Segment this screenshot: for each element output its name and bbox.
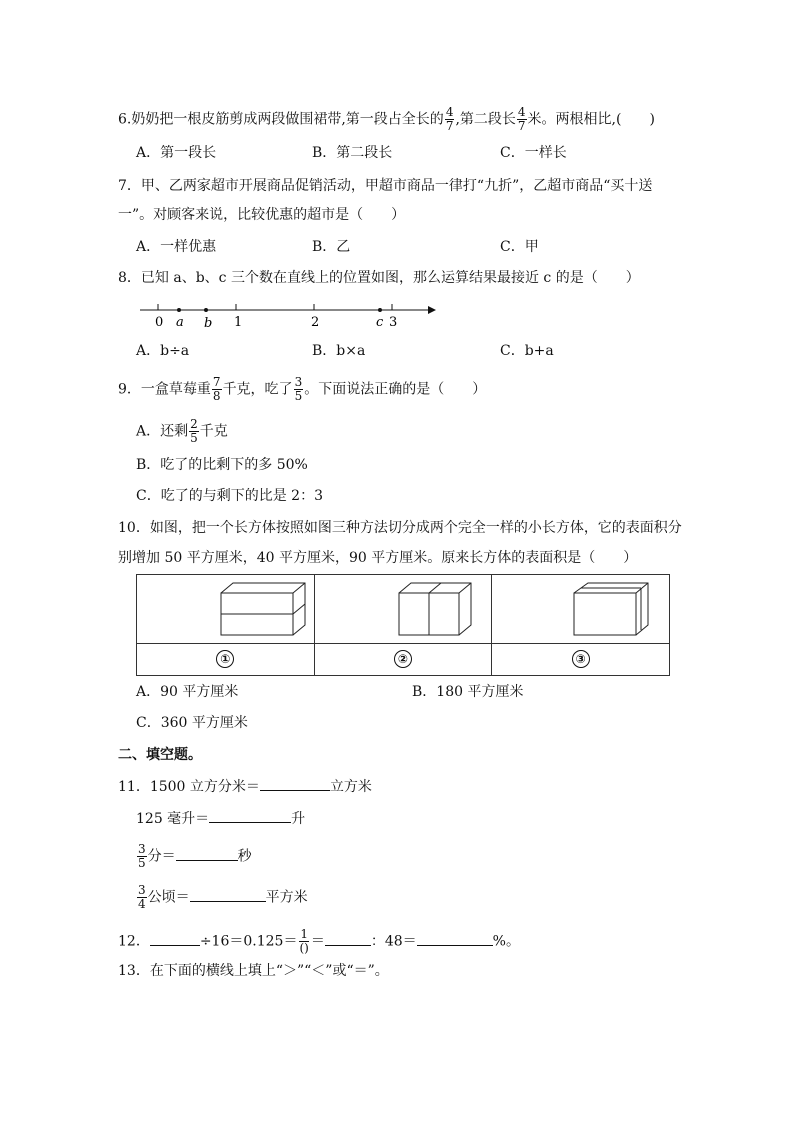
figure-label-1: ① (137, 643, 315, 675)
answer-blank[interactable] (176, 846, 238, 861)
axis-label-b: b (204, 316, 213, 331)
cuboid-cut-depth-figure (492, 576, 668, 642)
answer-blank[interactable] (190, 887, 266, 902)
q8-option-c: C．b+a (500, 343, 554, 359)
axis-label-a: a (176, 315, 184, 330)
number-line (138, 296, 442, 332)
fraction: $\frac{4}{7}$ (445, 105, 454, 133)
axis-label-2: 2 (311, 315, 320, 330)
q7-option-c: C．甲 (500, 239, 539, 255)
fraction: $\frac{1}{()}$ (299, 927, 309, 955)
fraction: $\frac{3}{5}$ (294, 375, 303, 403)
q13-stem: 13．在下面的横线上填上“＞”“＜”或“＝”。 (118, 963, 389, 979)
section-heading-fill-in: 二、填空题。 (118, 747, 202, 763)
q6-option-c: C．一样长 (500, 145, 567, 161)
answer-blank[interactable] (150, 931, 200, 946)
q11-line1: 11．1500 立方分米＝ 立方米 (118, 776, 372, 797)
q11-line4: $\frac{3}{4}$ 公顷＝ 平方米 (138, 883, 308, 911)
q10-stem-line1: 10．如图，把一个长方体按照如图三种方法切分成两个完全一样的小长方体，它的表面积分 (118, 520, 682, 536)
q10-option-c: C．360 平方厘米 (136, 715, 248, 731)
answer-blank[interactable] (209, 808, 291, 823)
figure-cell-1 (137, 575, 315, 644)
q7-stem-line2: 一”。对顾客来说，比较优惠的超市是（ ） (118, 207, 406, 223)
figure-label-3: ③ (492, 643, 670, 675)
answer-blank[interactable] (260, 776, 330, 791)
answer-blank[interactable] (325, 931, 371, 946)
fraction: $\frac{3}{5}$ (138, 842, 146, 870)
q9-stem: 9．一盒草莓重 $\frac{7}{8}$ 千克，吃了 $\frac{3}{5}$ 。下面说法正确的是（ ） (118, 375, 487, 403)
fraction: $\frac{7}{8}$ (212, 375, 221, 403)
q10-stem-line2: 别增加 50 平方厘米，40 平方厘米，90 平方厘米。原来长方体的表面积是（ ） (118, 550, 638, 566)
cuboid-cut-horizontal-figure (137, 576, 313, 642)
axis-label-c: c (376, 315, 384, 330)
fraction: $\frac{3}{4}$ (138, 883, 146, 911)
q7-stem-line1: 7．甲、乙两家超市开展商品促销活动，甲超市商品一律打“九折”，乙超市商品“买十送 (118, 178, 653, 194)
figure-label-2: ② (314, 643, 492, 675)
q6-option-a: A．第一段长 (136, 145, 217, 161)
q9-option-b: B．吃了的比剩下的多 50% (136, 457, 308, 473)
q7-option-b: B．乙 (312, 239, 351, 255)
cutting-methods-table (136, 574, 670, 676)
q9-option-c: C．吃了的与剩下的比是 2：3 (136, 488, 323, 504)
q7-option-a: A．一样优惠 (136, 239, 217, 255)
q11-line3: $\frac{3}{5}$ 分＝ 秒 (138, 842, 252, 870)
q9-option-a: A．还剩 $\frac{2}{5}$ 千克 (136, 417, 228, 445)
answer-blank[interactable] (417, 931, 493, 946)
q6-stem: 6.奶奶把一根皮筋剪成两段做围裙带,第一段占全长的 $\frac{4}{7}$ ,第二段长 $\frac{4}{7}$ 米。两根相比,( ) (118, 105, 655, 133)
figure-cell-3 (492, 575, 670, 644)
q8-option-a: A．b÷a (136, 343, 190, 359)
q12-line: 12． ÷16＝0.125＝ $\frac{1}{()}$ ＝ ：48＝ %。 (118, 927, 520, 955)
q8-stem: 8．已知 a、b、c 三个数在直线上的位置如图，那么运算结果最接近 c 的是（ ） (118, 270, 640, 286)
q6-option-b: B．第二段长 (312, 145, 393, 161)
axis-label-0: 0 (155, 315, 164, 330)
axis-label-1: 1 (234, 315, 243, 330)
figure-cell-2 (314, 575, 492, 644)
q11-line2: 125 毫升＝ 升 (136, 808, 305, 829)
cuboid-cut-vertical-figure (315, 576, 491, 642)
axis-label-3: 3 (389, 315, 398, 330)
q10-option-b: B．180 平方厘米 (412, 684, 524, 700)
fraction: $\frac{2}{5}$ (190, 417, 198, 445)
fraction: $\frac{4}{7}$ (517, 105, 526, 133)
q10-option-a: A．90 平方厘米 (136, 684, 239, 700)
q8-option-b: B．b×a (312, 343, 366, 359)
